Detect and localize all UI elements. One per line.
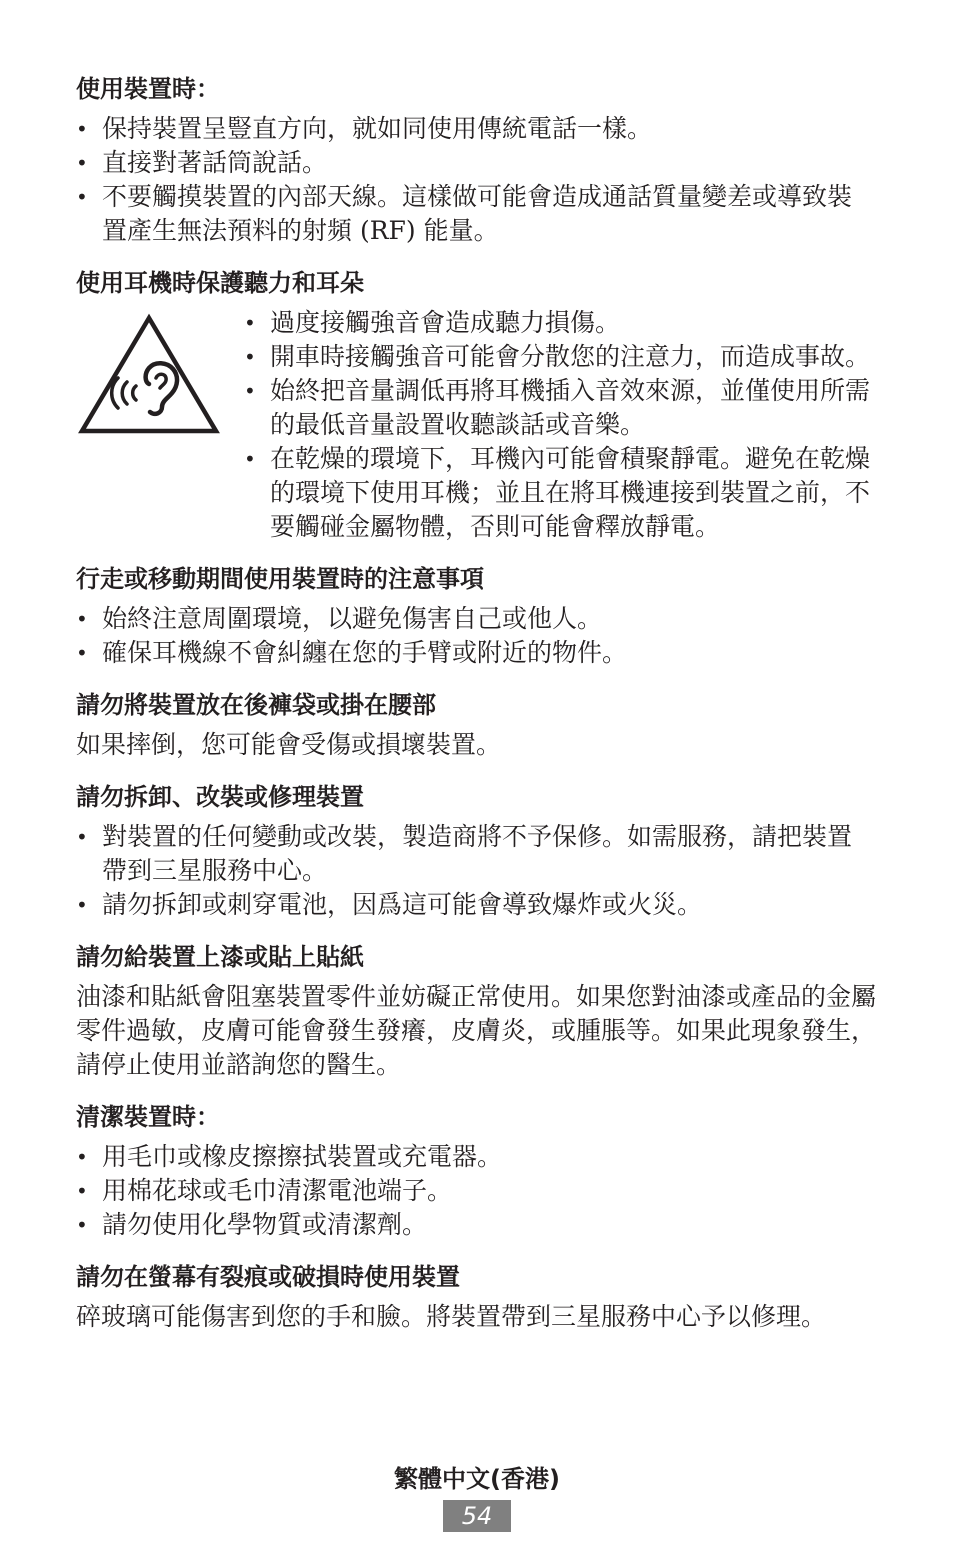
- section-paragraph: 碎玻璃可能傷害到您的手和臉。將裝置帶到三星服務中心予以修理。: [76, 1302, 827, 1331]
- section-heading: 請勿在螢幕有裂痕或破損時使用裝置: [76, 1263, 460, 1291]
- section-no-disassemble: [76, 780, 876, 922]
- list-item: • 用毛巾或橡皮擦擦拭裝置或充電器。: [76, 1140, 876, 1174]
- section-paragraph: 如果摔倒，您可能會受傷或損壞裝置。: [76, 730, 502, 759]
- section-heading: 使用裝置時：: [76, 75, 220, 103]
- list-item: • 確保耳機線不會糾纏在您的手臂或附近的物件。: [76, 636, 876, 670]
- section-heading: 請勿拆卸、改裝或修理裝置: [76, 783, 364, 811]
- section-heading: 行走或移動期間使用裝置時的注意事項: [76, 565, 484, 593]
- hearing-warning-row: [76, 306, 876, 544]
- section-heading: 使用耳機時保護聽力和耳朵: [76, 269, 364, 297]
- list-item: • 在乾燥的環境下，耳機內可能會積聚靜電。避免在乾燥的環境下使用耳機；並且在將耳機連接到裝置之前，不要觸碰金屬物體，否則可能會釋放靜電。: [244, 442, 876, 544]
- section-protect-hearing: [76, 266, 876, 544]
- section-cleaning: [76, 1100, 876, 1242]
- section-cracked-screen: [76, 1260, 876, 1334]
- hearing-warning-icon: [76, 312, 222, 438]
- section-walking-moving: [76, 562, 876, 670]
- list-item: • 始終注意周圍環境，以避免傷害自己或他人。: [76, 602, 876, 636]
- section-heading: 請勿將裝置放在後褲袋或掛在腰部: [76, 691, 436, 719]
- footer-language: 繁體中文(香港): [394, 1465, 560, 1493]
- list-item: • 過度接觸強音會造成聽力損傷。: [244, 306, 876, 340]
- section-paragraph: 油漆和貼紙會阻塞裝置零件並妨礙正常使用。如果您對油漆或產品的金屬零件過敏，皮膚可能會發生發癢，皮膚炎，或腫脹等。如果此現象發生，請停止使用並諮詢您的醫生。: [76, 982, 877, 1079]
- section-using-device: [76, 72, 876, 248]
- page-number: 54: [443, 1500, 511, 1532]
- list-item: • 請勿使用化學物質或清潔劑。: [76, 1208, 876, 1242]
- list-item: • 始終把音量調低再將耳機插入音效來源，並僅使用所需的最低音量設置收聽談話或音樂。: [244, 374, 876, 442]
- section-heading: 清潔裝置時：: [76, 1103, 220, 1131]
- bullet-list: [244, 306, 876, 544]
- section-no-paint-stickers: [76, 940, 876, 1082]
- list-item: • 對裝置的任何變動或改裝，製造商將不予保修。如需服務，請把裝置帶到三星服務中心。: [76, 820, 876, 888]
- bullet-list: [76, 1140, 876, 1242]
- list-item: • 用棉花球或毛巾清潔電池端子。: [76, 1174, 876, 1208]
- section-heading: 請勿給裝置上漆或貼上貼紙: [76, 943, 364, 971]
- bullet-list: [76, 602, 876, 670]
- list-item: • 請勿拆卸或刺穿電池，因爲這可能會導致爆炸或火災。: [76, 888, 876, 922]
- bullet-list: [76, 112, 876, 248]
- section-back-pocket: [76, 688, 876, 762]
- document-body: [76, 72, 876, 1352]
- bullet-list: [76, 820, 876, 922]
- list-item: • 不要觸摸裝置的內部天線。這樣做可能會造成通話質量變差或導致裝置產生無法預料的射頻 (RF) 能量。: [76, 180, 876, 248]
- list-item: • 直接對著話筒說話。: [76, 146, 876, 180]
- page-footer: [0, 1462, 954, 1532]
- list-item: • 保持裝置呈豎直方向，就如同使用傳統電話一樣。: [76, 112, 876, 146]
- list-item: • 開車時接觸強音可能會分散您的注意力，而造成事故。: [244, 340, 876, 374]
